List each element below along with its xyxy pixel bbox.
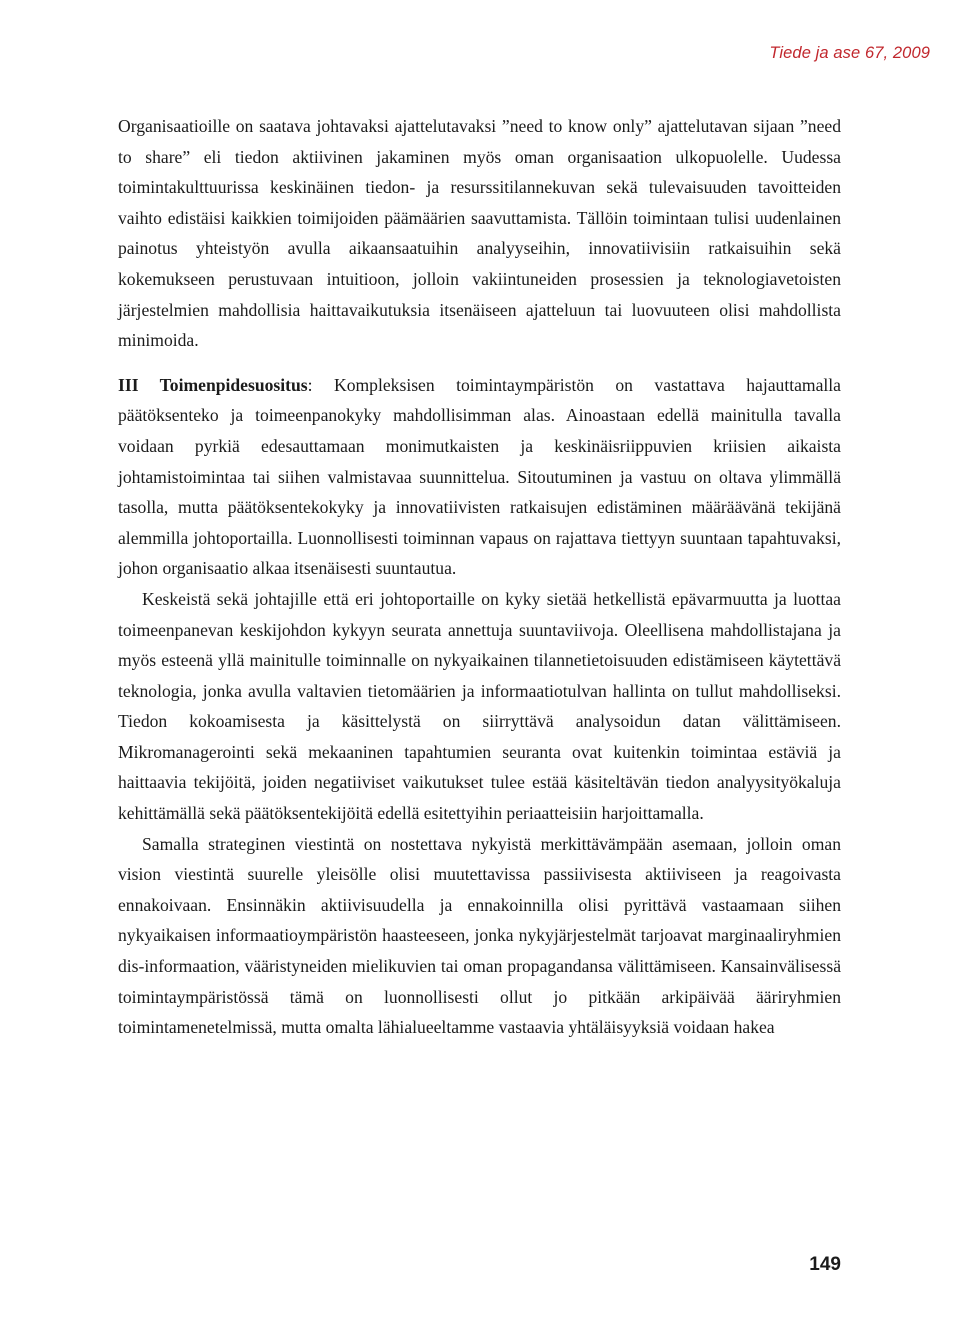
page-number: 149 [809,1254,841,1275]
paragraph-recommendation-3 [118,370,841,584]
paragraph-need-to-share: Organisaatioille on saatava johtavaksi ajattelutavaksi ”need to know only” ajattelutavan sijaan ”need to share” eli tiedon aktiivinen jakaminen myös oman organisaation ulkopuolelle. Uudessa toimintakulttuurissa keskinäinen tiedon- ja resurssitilannekuvan sekä tulevaisuuden tavoitteiden vaihto edistäisi kaikkien toimijoiden päämäärien saavuttamista. Tällöin toimintaan tulisi uudenlainen painotus yhteistyön avulla aikaansaatuihin analyyseihin, innovatiivisiin ratkaisuihin sekä kokemukseen perustuvaan intuitioon, jolloin vakiintuneiden prosessien ja teknologiavetoisten järjestelmien mahdollisia haittavaikutuksia itsenäiseen ajatteluun tai luovuuteen olisi mahdollista minimoida. [118,116,841,351]
recommendation-text: : Kompleksisen toimintaympäristön on vastattava hajauttamalla päätöksenteko ja toimeenpanokyky mahdollisimman alas. Ainoastaan edellä mainitulla tavalla voidaan pyrkiä edesauttamaan monimutkaisten ja keskinäisriippuvien kriisien aikaista johtamistoimintaa tai siihen valmistavaa suunnittelua. Sitoutuminen ja vastuu on oltava ylimmällä tasolla, mutta päätöksentekokyky ja innovatiivisten ratkaisujen edistäminen määräävänä tekijänä alemmilla johtoportailla. Luonnollisesti toiminnan vapaus on rajattava tiettyyn suuntaan tapahtuvaksi, johon organisaatio alkaa itsenäisesti suuntautua. [118,374,841,579]
running-title: Tiede ja ase 67, 2009 [769,44,930,62]
paragraph-uncertainty: Keskeistä sekä johtajille että eri johtoportaille on kyky sietää hetkellistä epävarmuutta ja luottaa toimeenpanevan keskijohdon kykyyn seurata annettuja suuntaviivoja. Oleellisena mahdollistajana ja myös esteenä yllä mainitulle toiminnalle on nykyaikainen tilannetietoisuuden edistämiseen käytettävä teknologia, jonka avulla valtavien tietomäärien ja informaatiotulvan hallinta on tullut mahdolliseksi. Tiedon kokoamisesta ja käsittelystä on siirryttävä analysoidun datan välittämiseen. Mikromanagerointi sekä mekaaninen tapahtumien seuranta ovat kuitenkin toimintaa estäviä ja haittaavia tekijöitä, joiden negatiiviset vaikutukset tulee estää käsiteltävän tiedon analyysityökaluja kehittämällä sekä päätöksentekijöitä edellä esitettyihin periaatteisiin harjoittamalla. [118,588,841,824]
recommendation-heading: III Toimenpidesuositus [118,374,308,395]
article-body [118,111,841,1043]
paragraph-strategic-communication: Samalla strateginen viestintä on nostettava nykyistä merkittävämpään asemaan, jolloin oman vision viestintä suurelle yleisölle olisi muutettavissa passiivisesta aktiiviseen ja reagoivasta ennakoivaan. Ensinnäkin aktiivisuudella ja ennakoinnilla olisi pyrittävä vastaamaan siihen nykyaikaisen informaatioympäristön haasteeseen, jonka nykyjärjestelmät tarjoavat marginaaliryhmien dis-informaation, vääristyneiden mielikuvien tai oman propagandansa välittämiseen. Kansainvälisessä toimintaympäristössä tämä on luonnollisesti ollut jo pitkään arkipäivää ääriryhmien toimintamenetelmissä, mutta omalta lähialueeltamme vastaavia yhtäläisyyksiä voidaan hakea [118,833,841,1038]
